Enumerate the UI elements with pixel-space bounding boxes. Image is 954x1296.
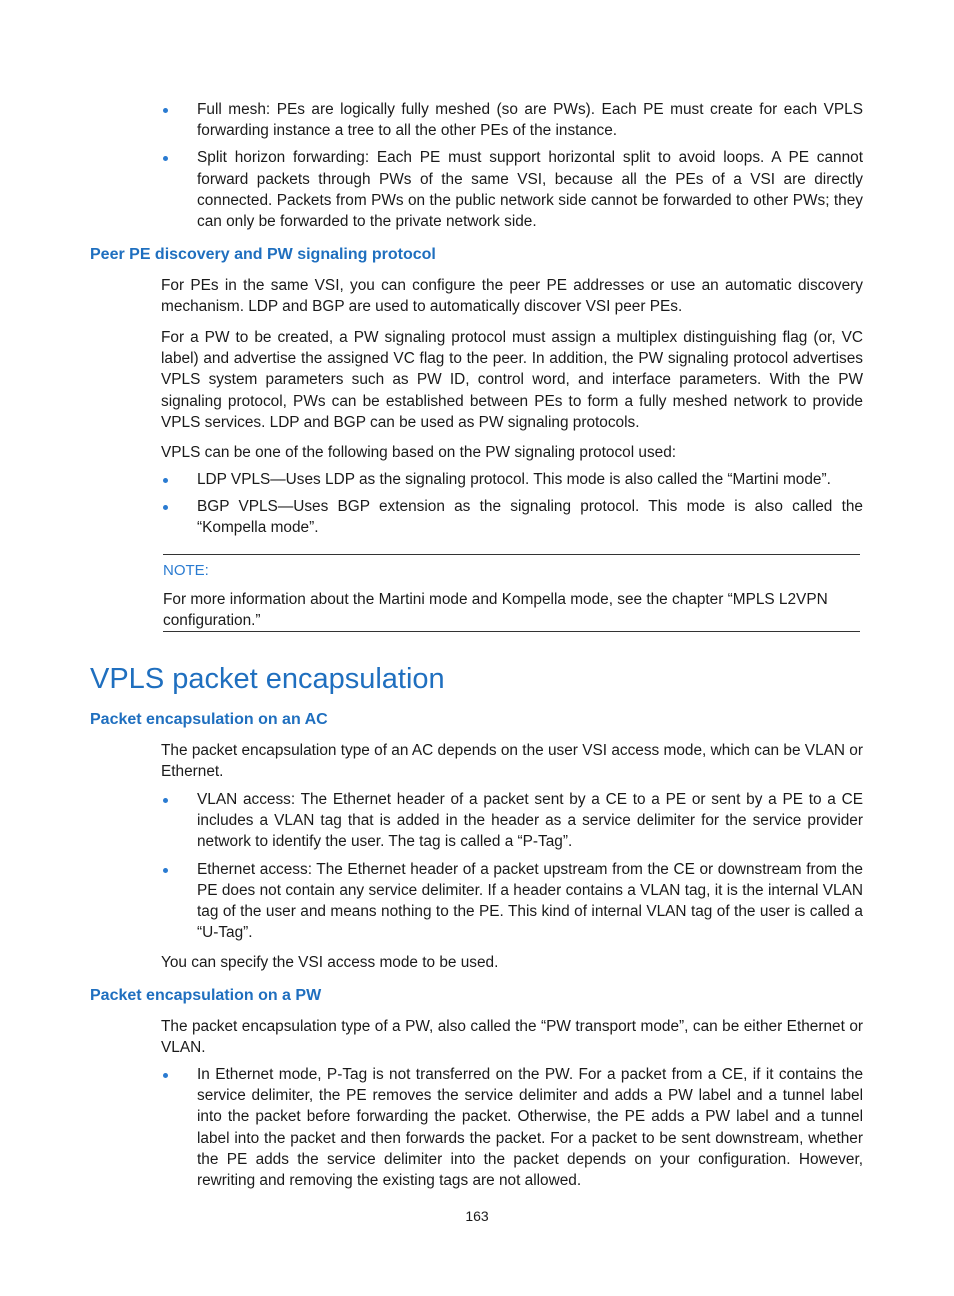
paragraph: You can specify the VSI access mode to be used. (161, 954, 499, 971)
section-heading-ac: Packet encapsulation on an AC (90, 711, 328, 728)
list-item: VLAN access: The Ethernet header of a packet sent by a CE to a PE or sent by a PE to a CE includes a VLAN tag that is added in the header as a service delimiter for the service provider network to identify the user. The tag is called a “P-Tag”. (160, 789, 863, 853)
paragraph: For a PW to be created, a PW signaling protocol must assign a multiplex distinguishing flag (or, VC label) and advertise the assigned VC flag to the peer. In addition, the PW signaling protocol advertises VPLS system parameters such as PW ID, control word, and interface parameters. With the PW signaling protocol, PWs can be established between PEs to form a fully meshed network to provide VPLS services. LDP and BGP can be used as PW signaling protocols. (161, 329, 863, 431)
list-item: Split horizon forwarding: Each PE must support horizontal split to avoid loops. A PE cannot forward packets through PWs of the same VSI, because all the PEs of a VSI are directly connected. Packets from PWs on the public network side cannot be forwarded to other PWs; they can only be forwarded to the private network side. (160, 147, 863, 232)
list-item: In Ethernet mode, P-Tag is not transferred on the PW. For a packet from a CE, if it contains the service delimiter, the PE removes the service delimiter and adds a PW label and a tunnel label into the packet before forwarding the packet. Otherwise, the PE adds a PW label and a tunnel label into the packet and then forwards the packet. For a packet to be sent downstream, whether the PE adds the service delimiter into the packet depends on your configuration. However, rewriting and removing the existing tags are not allowed. (160, 1064, 863, 1191)
section-heading-peer-pe: Peer PE discovery and PW signaling protocol (90, 246, 436, 263)
note-text: For more information about the Martini mode and Kompella mode, see the chapter “MPLS L2VPN configuration.” (163, 591, 828, 630)
paragraph: VPLS can be one of the following based on the PW signaling protocol used: (161, 444, 677, 461)
page-number: 163 (465, 1208, 489, 1224)
list-item: LDP VPLS—Uses LDP as the signaling protocol. This mode is also called the “Martini mode”. (160, 469, 863, 490)
pw-mode-bullet-list (160, 1064, 863, 1197)
vpls-mode-bullet-list (160, 469, 863, 545)
chapter-title: VPLS packet encapsulation (90, 663, 445, 695)
list-item: Full mesh: PEs are logically fully meshed (so are PWs). Each PE must create for each VPLS forwarding instance a tree to all the other PEs of the instance. (160, 99, 863, 141)
note-box (163, 554, 860, 632)
top-bullet-list (160, 99, 863, 238)
list-item: Ethernet access: The Ethernet header of a packet upstream from the CE or downstream from the PE does not contain any service delimiter. If a header contains a VLAN tag, it is the internal VLAN tag of the user and means nothing to the PE. This kind of internal VLAN tag of the user is called a “U-Tag”. (160, 859, 863, 944)
paragraph: The packet encapsulation type of an AC depends on the user VSI access mode, which can be VLAN or Ethernet. (161, 742, 863, 781)
note-label: NOTE: (163, 562, 209, 579)
access-mode-bullet-list (160, 789, 863, 949)
paragraph: For PEs in the same VSI, you can configure the peer PE addresses or use an automatic discovery mechanism. LDP and BGP are used to automatically discover VSI peer PEs. (161, 277, 863, 316)
list-item: BGP VPLS—Uses BGP extension as the signaling protocol. This mode is also called the “Kompella mode”. (160, 496, 863, 538)
paragraph: The packet encapsulation type of a PW, also called the “PW transport mode”, can be either Ethernet or VLAN. (161, 1018, 863, 1057)
section-heading-pw: Packet encapsulation on a PW (90, 987, 322, 1004)
